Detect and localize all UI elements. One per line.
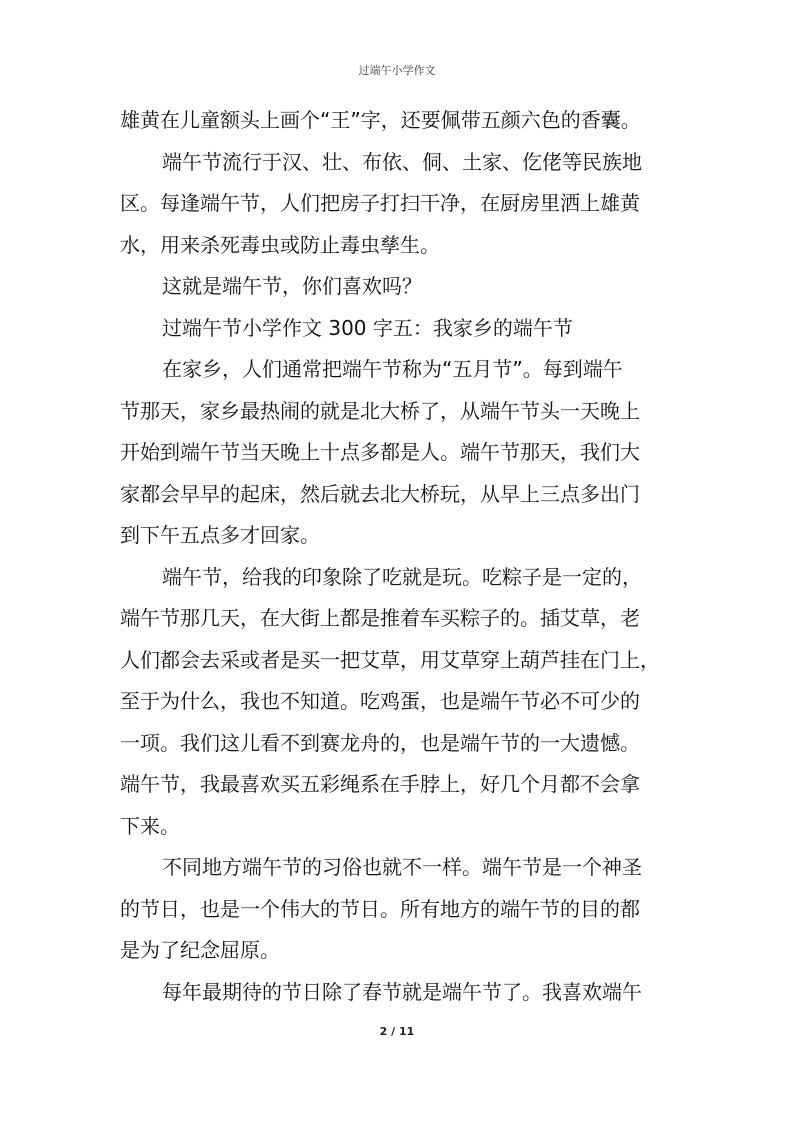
text-line: 不同地方端午节的习俗也就不一样。端午节是一个神圣 [162, 855, 642, 879]
text-line: 到下午五点多才回家。 [120, 523, 320, 547]
text-line: 人们都会去采或者是买一把艾草，用艾草穿上葫芦挂在门上， [120, 647, 660, 672]
text-line: 水，用来杀死毒虫或防止毒虫孳生。 [120, 232, 440, 257]
text-line: 下来。 [120, 813, 180, 838]
section-heading: 过端午节小学作文 300 字五：我家乡的端午节 [162, 315, 573, 340]
page-header: 过端午小学作文 [358, 64, 436, 77]
text-line: 端午节，我最喜欢买五彩绳系在手脖上，好几个月都不会拿 [120, 772, 640, 796]
text-line: 端午节，给我的印象除了吃就是玩。吃粽子是一定的， [162, 564, 642, 589]
text-line: 区。每逢端午节，人们把房子打扫干净，在厨房里洒上雄黄 [120, 191, 640, 215]
text-line: 这就是端午节，你们喜欢吗？ [162, 274, 422, 298]
text-line: 是为了纪念屈原。 [120, 938, 280, 962]
text-line: 一项。我们这儿看不到赛龙舟的，也是端午节的一大遗憾。 [120, 730, 640, 755]
text-line: 至于为什么，我也不知道。吃鸡蛋，也是端午节必不可少的 [120, 689, 640, 713]
text-line: 的节日，也是一个伟大的节日。所有地方的端午节的目的都 [120, 896, 640, 921]
text-line: 雄黄在儿童额头上画个“王”字，还要佩带五颜六色的香囊。 [120, 108, 641, 132]
text-line: 节那天，家乡最热闹的就是北大桥了，从端午节头一天晚上 [120, 398, 640, 423]
page-number: 2 / 11 [379, 1025, 415, 1038]
text-line: 家都会早早的起床，然后就去北大桥玩，从早上三点多出门 [120, 481, 640, 506]
document-body [120, 100, 680, 1013]
text-line: 端午节那几天，在大街上都是推着车买粽子的。插艾草，老 [120, 606, 640, 630]
text-line: 每年最期待的节日除了春节就是端午节了。我喜欢端午 [162, 979, 642, 1004]
text-line: 开始到端午节当天晚上十点多都是人。端午节那天，我们大 [120, 440, 640, 464]
text-line: 端午节流行于汉、壮、布依、侗、土家、仡佬等民族地 [162, 149, 642, 174]
text-line: 在家乡，人们通常把端午节称为“五月节”。每到端午 [162, 357, 623, 381]
